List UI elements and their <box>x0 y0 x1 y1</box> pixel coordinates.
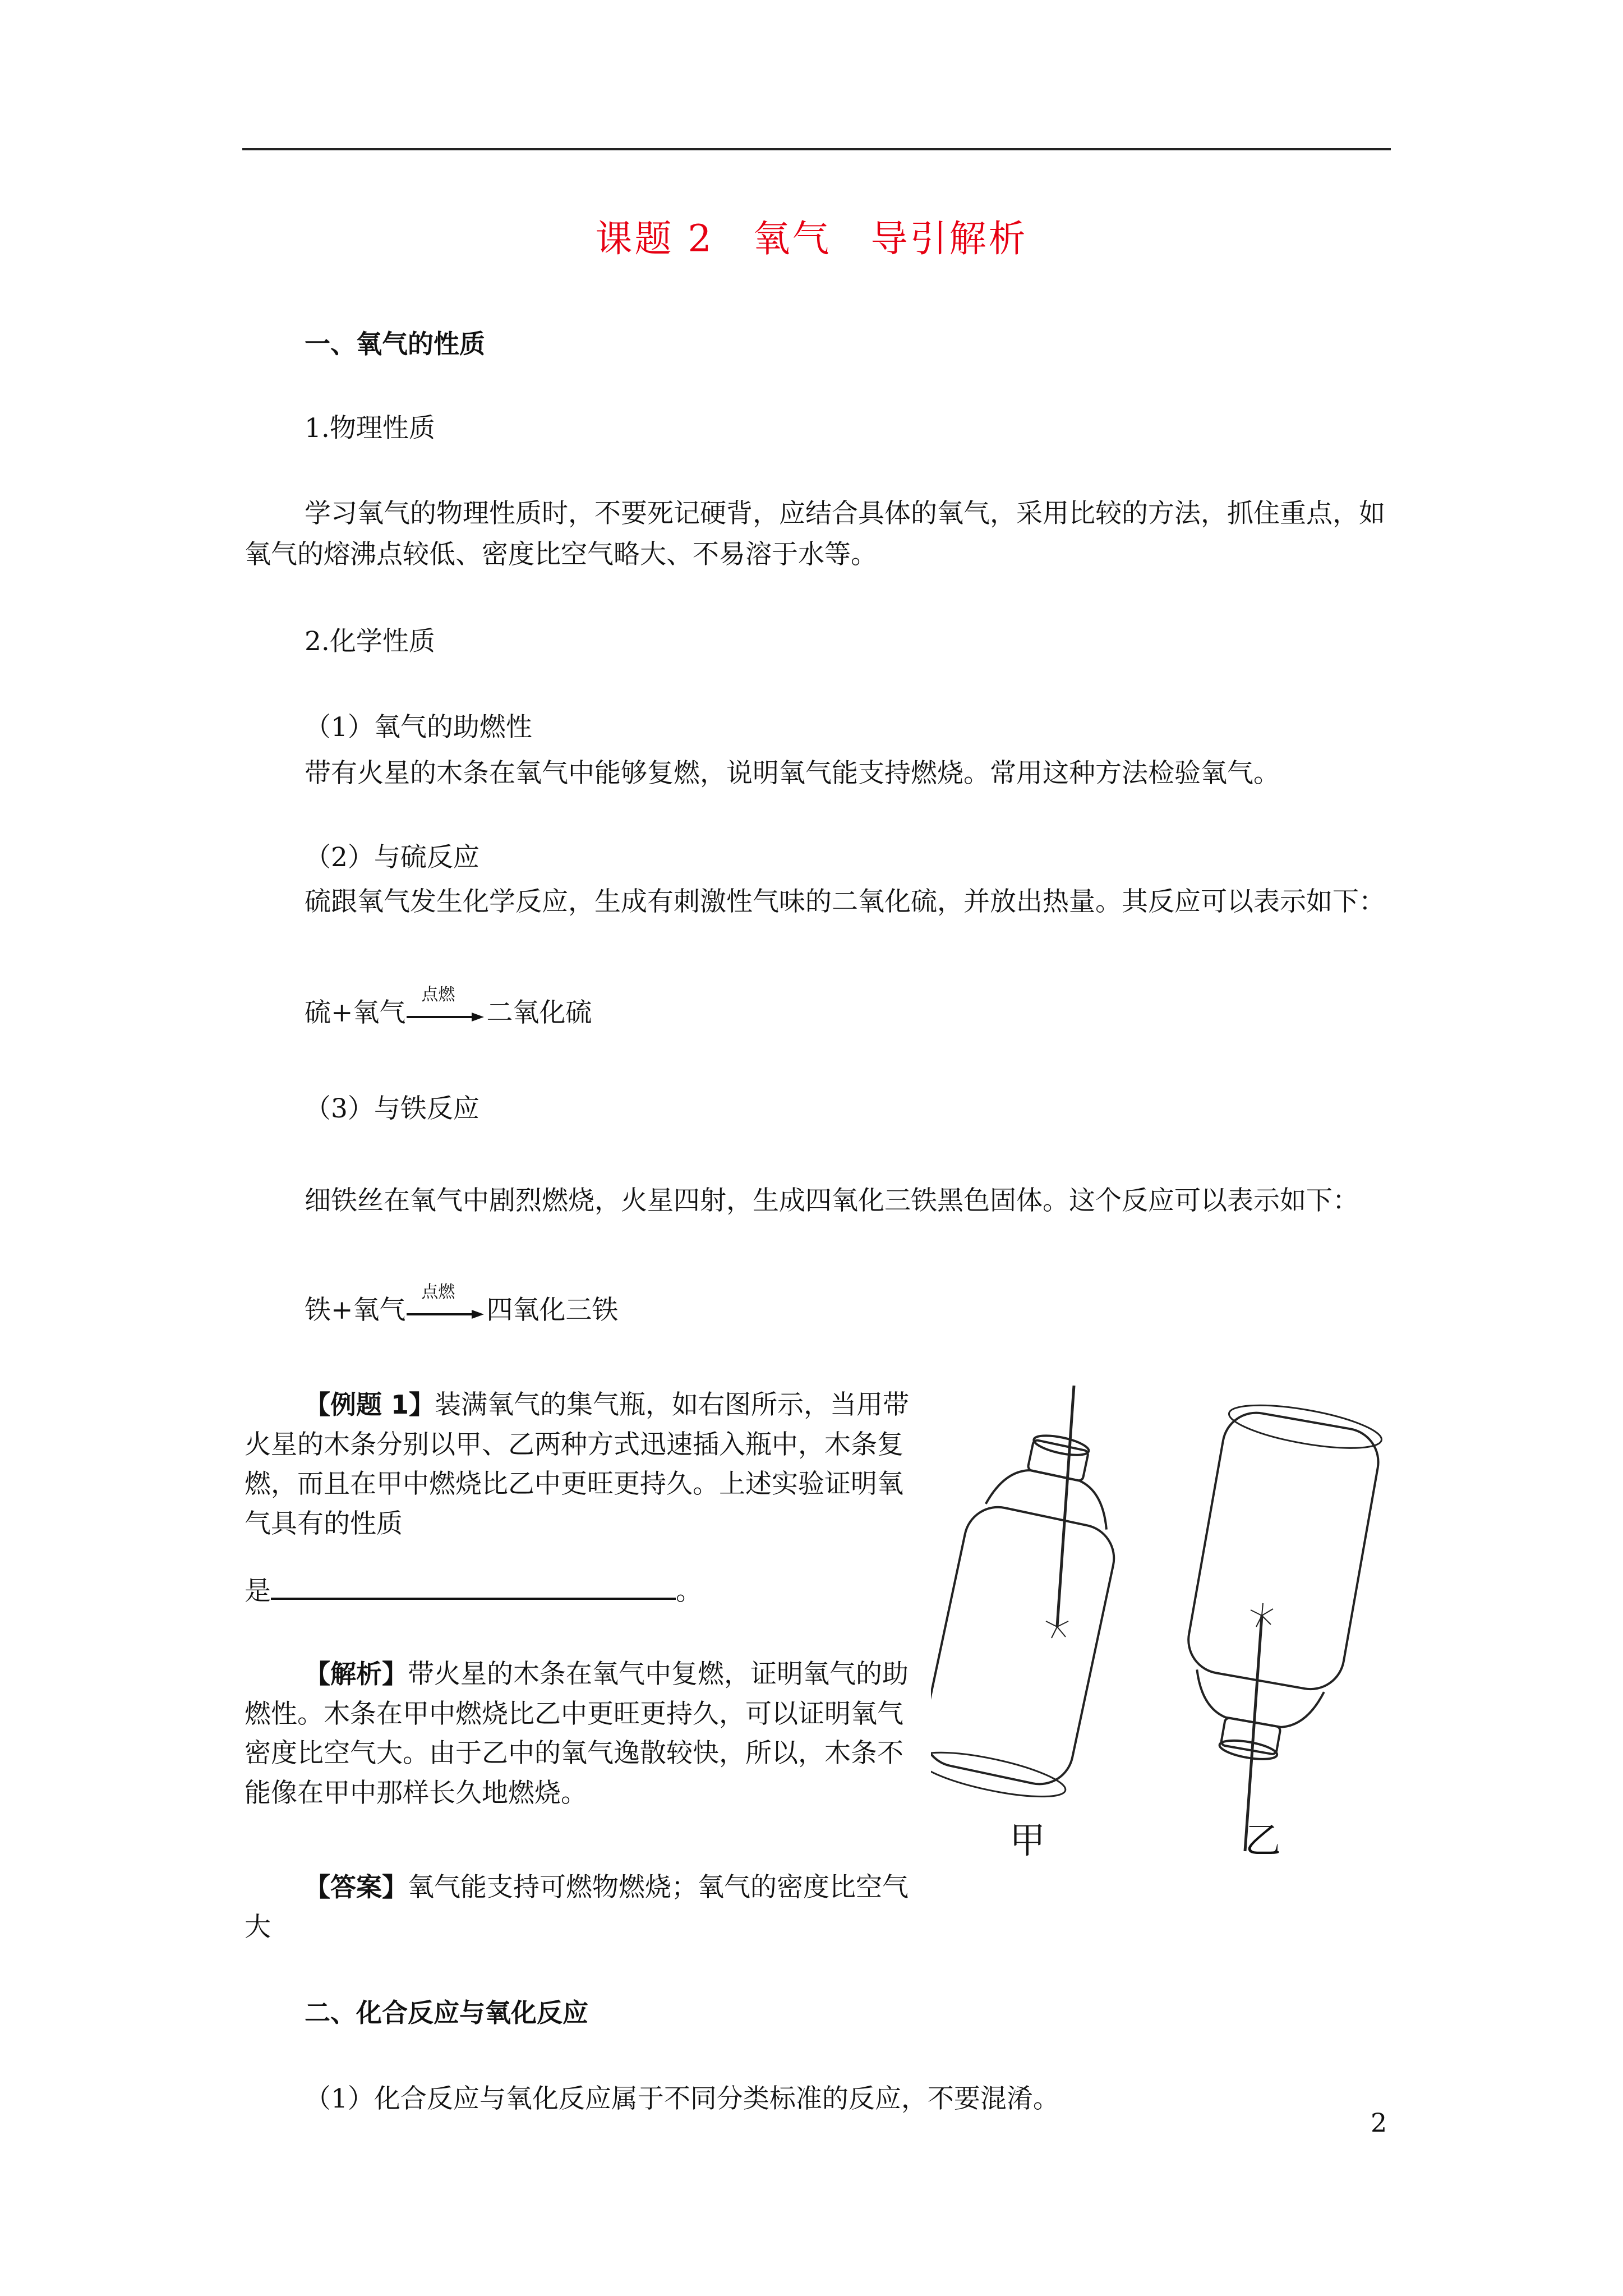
section2-item1: （1）化合反应与氧化反应属于不同分类标准的反应，不要混淆。 <box>305 2083 1059 2114</box>
page-number: 2 <box>1371 2108 1387 2138</box>
splint-a <box>1057 1386 1074 1627</box>
section1-heading: 一、氧气的性质 <box>305 329 485 359</box>
eq1-arrow <box>407 985 485 1029</box>
section2-heading: 二、化合反应与氧化反应 <box>305 1998 588 2028</box>
answer-blank <box>271 1575 676 1600</box>
eq2-arrow <box>407 1282 485 1327</box>
splint-b <box>1245 1616 1262 1851</box>
sub2-heading: 2.化学性质 <box>305 626 435 657</box>
gas-jar-illustration <box>931 1374 1413 1879</box>
jar-a-label: 甲 <box>1009 1820 1045 1862</box>
item3-text: 细铁丝在氧气中剧烈燃烧，火星四射，生成四氧化三铁黑色固体。这个反应可以表示如下： <box>305 1185 1359 1216</box>
jar-b-label: 乙 <box>1245 1820 1281 1862</box>
example-1 <box>245 1386 929 1544</box>
analysis-label: 【解析】 <box>305 1659 408 1689</box>
example-label: 【例题 1】 <box>305 1389 435 1420</box>
item3-heading: （3）与铁反应 <box>305 1093 479 1124</box>
example-text-end: 是 <box>245 1576 271 1607</box>
item1-heading: （1）氧气的助燃性 <box>305 712 532 743</box>
equation-iron <box>305 1282 619 1327</box>
eq2-products: 四氧化三铁 <box>486 1294 619 1326</box>
analysis-text: 带火星的木条在氧气中复燃，证明氧气的助燃性。木条在甲中燃烧比乙中更旺更持久，可以证明氧气密度比空气大。由于乙中的氧气逸散较快，所以，木条不能像在甲中那样长久地燃烧。 <box>245 1659 909 1809</box>
jar-b <box>1170 1396 1386 1771</box>
spark-a-icon <box>1046 1614 1068 1638</box>
page-title: 课题 2 氧气 导引解析 <box>595 217 1028 260</box>
eq2-condition: 点燃 <box>421 1282 455 1302</box>
item1-text: 带有火星的木条在氧气中能够复燃，说明氧气能支持燃烧。常用这种方法检验氧气。 <box>305 758 1280 789</box>
equation-sulfur <box>305 985 592 1029</box>
answer-text: 氧气能支持可燃物燃烧；氧气的密度比空气大 <box>245 1872 909 1943</box>
header-rule <box>242 148 1391 150</box>
example-period: 。 <box>676 1576 702 1607</box>
gas-jar-figure <box>931 1374 1413 1879</box>
example-answer-line <box>245 1575 702 1607</box>
arrow-icon <box>407 1309 485 1320</box>
answer-label: 【答案】 <box>305 1872 408 1902</box>
sub1-text: 学习氧气的物理性质时，不要死记硬背，应结合具体的氧气，采用比较的方法，抓住重点，如氧气的熔沸点较低、密度比空气略大、不易溶于水等。 <box>245 498 1385 570</box>
item2-text: 硫跟氧气发生化学反应，生成有刺激性气味的二氧化硫，并放出热量。其反应可以表示如下： <box>305 886 1385 917</box>
analysis <box>245 1655 929 1813</box>
arrow-icon <box>407 1011 485 1023</box>
item2-heading: （2）与硫反应 <box>305 842 479 873</box>
sub1-heading: 1.物理性质 <box>305 413 435 444</box>
eq2-reactants: 铁+氧气 <box>305 1294 406 1326</box>
eq1-products: 二氧化硫 <box>486 997 592 1028</box>
eq1-condition: 点燃 <box>421 985 455 1005</box>
answer <box>245 1868 929 1947</box>
eq1-reactants: 硫+氧气 <box>305 997 406 1028</box>
jar-a <box>931 1422 1137 1806</box>
example-text: 装满氧气的集气瓶，如右图所示，当用带火星的木条分别以甲、乙两种方式迅速插入瓶中，木条复燃，而且在甲中燃烧比乙中更旺更持久。上述实验证明氧气具有的性质 <box>245 1389 910 1539</box>
